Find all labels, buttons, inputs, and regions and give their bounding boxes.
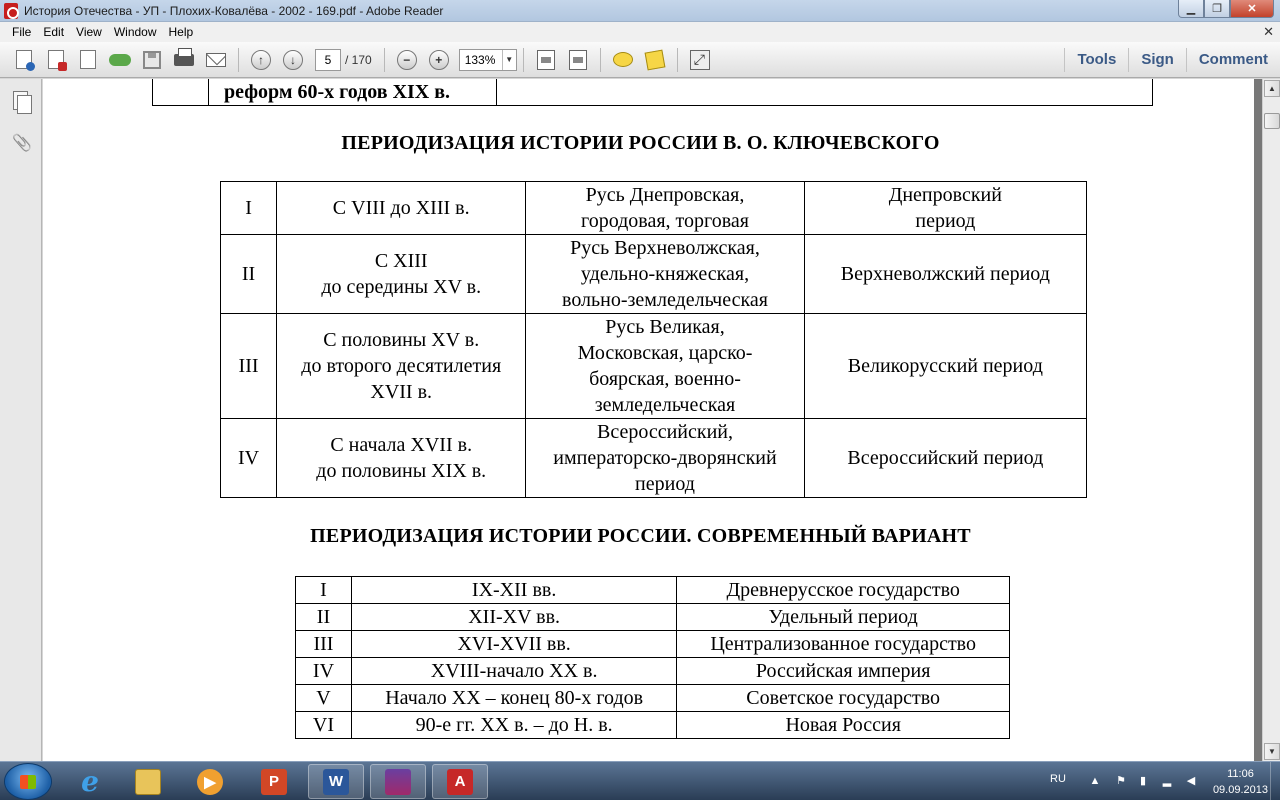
email-button[interactable] [202,47,230,73]
period-number: I [221,182,277,235]
period-dates: XVIII-начало XX в. [351,658,676,685]
action-center-icon[interactable]: ⚑ [1116,775,1126,787]
word-icon: W [323,769,349,795]
print-icon [174,54,194,66]
create-pdf-icon [16,50,32,69]
title-bar [0,0,1280,22]
period-number: V [296,685,352,712]
zoom-select[interactable] [459,49,517,71]
window-title: История Отечества - УП - Плохих-Ковалёва - 2002 - 169.pdf - Adobe Reader [24,4,444,18]
period-name: Великорусский период [804,314,1086,419]
period-dates: Начало XX – конец 80-х годов [351,685,676,712]
print-button[interactable] [170,47,198,73]
highlight-button[interactable] [641,47,669,73]
window-controls [1178,0,1274,18]
navigation-pane [0,79,42,761]
clock[interactable] [1213,766,1268,798]
page-total: / 170 [345,52,372,67]
scrollbar-thumb[interactable] [1264,113,1280,129]
vertical-scrollbar[interactable] [1262,79,1280,761]
full-screen-button[interactable] [686,47,714,73]
page-number-input[interactable]: 5 [315,49,341,71]
zoom-in-button[interactable] [425,47,453,73]
table-row [296,712,1010,739]
edit-pdf-icon [80,50,96,69]
close-document-icon[interactable]: ✕ [1263,24,1274,39]
table-row [221,235,1087,314]
toolbar-divider [677,48,678,72]
combine-button[interactable] [42,47,70,73]
period-name: Новая Россия [677,712,1010,739]
taskbar-internet-explorer[interactable] [62,764,118,799]
period-name: Днепровский период [804,182,1086,235]
next-page-button[interactable] [279,47,307,73]
toolbar-divider [238,48,239,72]
close-button[interactable]: ✕ [1230,0,1274,18]
menu-help[interactable]: Help [168,25,194,39]
table-row [221,419,1087,498]
period-number: III [296,631,352,658]
chevron-down-icon[interactable]: ▼ [502,50,516,70]
period-dates: С начала XVII в. до половины XIX в. [277,419,526,498]
save-button[interactable] [138,47,166,73]
menu-view[interactable]: View [76,25,102,39]
table-row [296,631,1010,658]
taskbar-adobe-reader[interactable] [432,764,488,799]
tools-pane-button[interactable]: Tools [1064,48,1128,72]
menu-bar [0,22,1280,42]
klyuchevsky-heading: ПЕРИОДИЗАЦИЯ ИСТОРИИ РОССИИ В. О. КЛЮЧЕВСКОГО [341,132,940,154]
adobe-reader-icon: A [447,769,473,795]
period-number: II [221,235,277,314]
zoom-value: 133% [464,52,496,67]
toolbar-divider [523,48,524,72]
start-button[interactable] [4,763,52,800]
folder-icon [135,769,161,795]
table-row [296,685,1010,712]
previous-table-fragment [152,79,1153,106]
taskbar-powerpoint[interactable] [246,764,302,799]
system-tray [1020,762,1280,800]
table-row [296,577,1010,604]
period-description: Всероссийский, императорско-дворянский период [526,419,804,498]
language-indicator[interactable]: RU [1050,773,1066,785]
save-icon [143,51,161,69]
menu-window[interactable]: Window [113,25,157,39]
comment-pane-button[interactable]: Comment [1186,48,1280,72]
highlighter-icon [644,49,665,70]
scroll-down-arrow-icon[interactable]: ▼ [1264,743,1280,760]
taskbar-media-player[interactable] [182,764,238,799]
period-number: I [296,577,352,604]
toolbar [0,42,1280,78]
period-dates: С половины XV в. до второго десятилетия XVII в. [277,314,526,419]
table-row [221,182,1087,235]
arrow-down-icon: ↓ [283,50,303,70]
minimize-button[interactable]: ▁ [1178,0,1204,18]
table-row [296,658,1010,685]
previous-page-button[interactable] [247,47,275,73]
period-number: III [221,314,277,419]
minus-icon: − [397,50,417,70]
taskbar-word[interactable] [308,764,364,799]
media-player-icon: ▶ [197,769,223,795]
upload-cloud-button[interactable] [106,47,134,73]
period-dates: 90-е гг. XX в. – до Н. в. [351,712,676,739]
mail-icon [206,53,226,67]
table-cell [153,79,209,106]
edit-pdf-button[interactable] [74,47,102,73]
cloud-upload-icon [109,54,131,66]
comment-bubble-icon [613,52,633,67]
taskbar-winrar[interactable] [370,764,426,799]
table-cell [496,79,1152,106]
klyuchevsky-table [220,181,1087,498]
winrar-icon [385,769,411,795]
power-icon[interactable]: ▮ [1139,775,1147,787]
period-dates: IX-XII вв. [351,577,676,604]
expand-icon [690,50,710,70]
fit-page-icon [537,50,555,70]
document-viewport[interactable] [43,79,1262,761]
maximize-button[interactable]: ❐ [1204,0,1230,18]
menu-edit[interactable]: Edit [43,25,65,39]
period-name: Российская империя [677,658,1010,685]
taskbar-explorer[interactable] [120,764,176,799]
network-signal-icon[interactable]: ▂ [1162,775,1172,787]
clock-date: 09.09.2013 [1212,784,1268,796]
period-name: Удельный период [677,604,1010,631]
period-dates: XII-XV вв. [351,604,676,631]
create-pdf-button[interactable] [10,47,38,73]
zoom-out-button[interactable] [393,47,421,73]
menu-file[interactable]: File [12,25,32,39]
volume-icon[interactable]: ◀ [1186,775,1196,787]
fit-width-icon [569,50,587,70]
adobe-reader-icon [4,3,18,19]
table-row [221,314,1087,419]
internet-explorer-icon: e [81,765,99,798]
period-name: Древнерусское государство [677,577,1010,604]
windows-taskbar [0,761,1280,800]
period-dates: С XIII до середины XV в. [277,235,526,314]
powerpoint-icon: P [261,769,287,795]
period-number: VI [296,712,352,739]
period-name: Верхневолжский период [804,235,1086,314]
pdf-page [43,79,1254,761]
period-dates: С VIII до XIII в. [277,182,526,235]
period-name: Централизованное государство [677,631,1010,658]
fit-page-button[interactable] [532,47,560,73]
scroll-up-arrow-icon[interactable]: ▲ [1264,80,1280,97]
table-row [153,79,1153,106]
combine-files-icon [48,50,64,69]
fit-width-button[interactable] [564,47,592,73]
arrow-up-icon: ↑ [251,50,271,70]
toolbar-divider [384,48,385,72]
toolbar-right [1064,42,1280,78]
page-thumbnails-icon[interactable] [10,89,32,113]
period-dates: XVI-XVII вв. [351,631,676,658]
period-name: Всероссийский период [804,419,1086,498]
modern-periodization-table [295,576,1010,739]
table-row [296,604,1010,631]
clock-time: 11:06 [1227,768,1254,780]
period-number: IV [296,658,352,685]
period-description: Русь Верхневолжская, удельно-княжеская, вольно-земледельческая [526,235,804,314]
period-description: Русь Великая, Московская, царско- боярская, военно- земледельческая [526,314,804,419]
attachments-icon[interactable] [10,133,32,157]
period-number: IV [221,419,277,498]
toolbar-divider [600,48,601,72]
period-name: Советское государство [677,685,1010,712]
modern-periodization-heading: ПЕРИОДИЗАЦИЯ ИСТОРИИ РОССИИ. СОВРЕМЕННЫЙ ВАРИАНТ [310,525,971,547]
period-description: Русь Днепровская, городовая, торговая [526,182,804,235]
table-cell: реформ 60-х годов XIX в. [208,79,496,106]
period-number: II [296,604,352,631]
sign-pane-button[interactable]: Sign [1128,48,1186,72]
show-hidden-icons-icon[interactable]: ▲ [1089,775,1101,787]
plus-icon: + [429,50,449,70]
show-desktop-button[interactable] [1270,762,1280,800]
sticky-note-button[interactable] [609,47,637,73]
